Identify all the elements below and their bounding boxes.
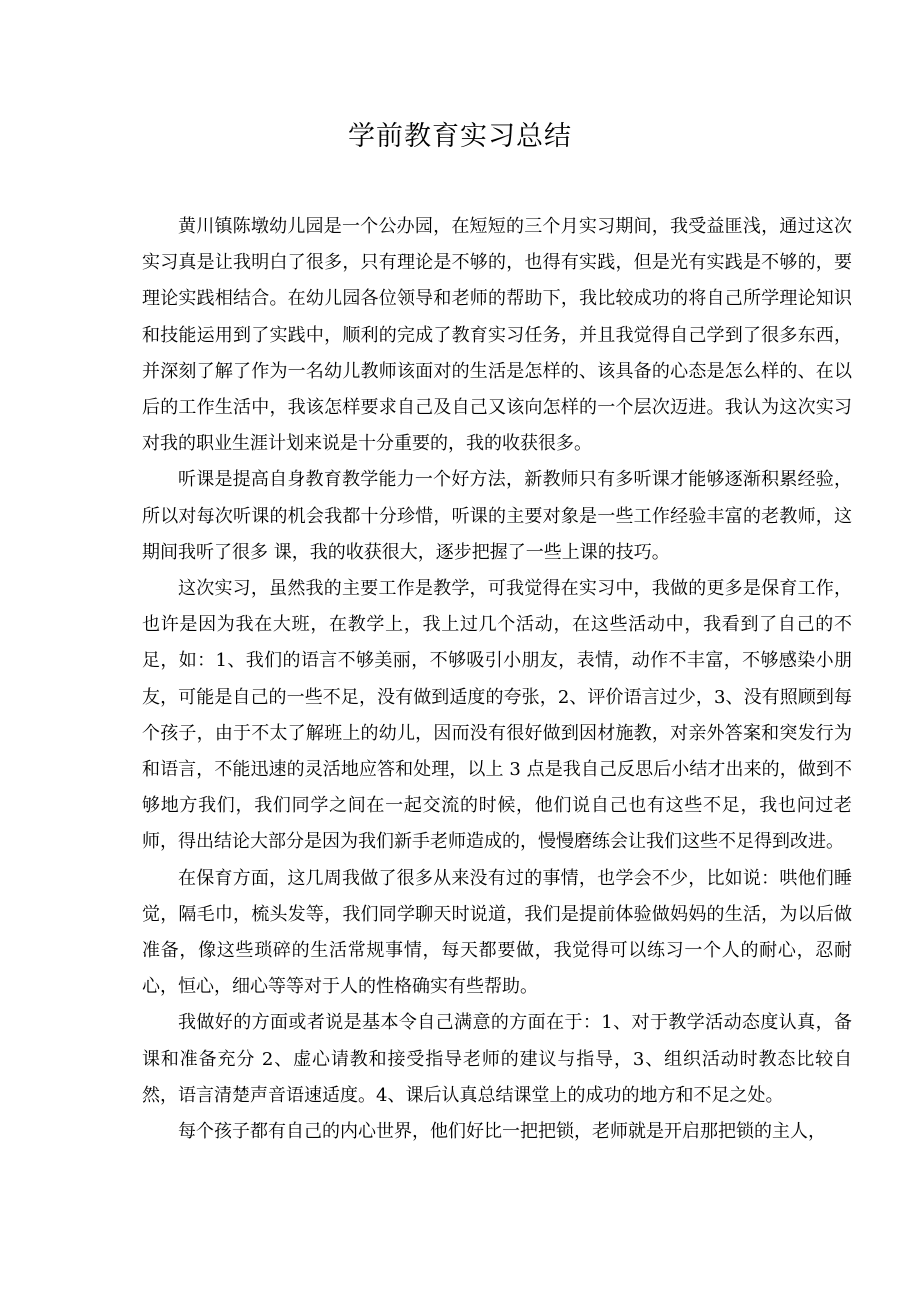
paragraph-1: 黄川镇陈墩幼儿园是一个公办园，在短短的三个月实习期间，我受益匪浅，通过这次实习真是让我明白了很多，只有理论是不够的，也得有实践，但是光有实践是不够的，要理论实践相结合。在幼儿园各位领导和老师的帮助下，我比较成功的将自己所学理论知识和技能运用到了实践中，顺利的完成了教育实习任务，并且我觉得自己学到了很多东西，并深刻了解了作为一名幼儿教师该面对的生活是怎样的、该具备的心态是怎么样的、在以后的工作生活中，我该怎样要求自己及自己又该向怎样的一个层次迈进。我认为这次实习对我的职业生涯计划来说是十分重要的，我的收获很多。 [142,216,852,455]
document-title: 学前教育实习总结 [348,121,572,152]
paragraph-4: 在保育方面，这几周我做了很多从来没有过的事情，也学会不少，比如说：哄他们睡觉，隔毛巾，梳头发等，我们同学聊天时说道，我们是提前体验做妈妈的生活，为以后做准备，像这些琐碎的生活常规事情，每天都要做，我觉得可以练习一个人的耐心，忍耐心，恒心，细心等等对于人的性格确实有些帮助。 [142,867,852,998]
paragraph-3: 这次实习，虽然我的主要工作是教学，可我觉得在实习中，我做的更多是保育工作，也许是因为我在大班，在教学上，我上过几个活动，在这些活动中，我看到了自己的不足，如：1、我们的语言不够美丽，不够吸引小朋友，表情，动作不丰富，不够感染小朋友，可能是自己的一些不足，没有做到适度的夸张，2、评价语言过少，3、没有照顾到每个孩子，由于不太了解班上的幼儿，因而没有很好做到因材施教，对亲外答案和突发行为和语言，不能迅速的灵活地应答和处理，以上 3 点是我自己反思后小结才出来的，做到不够地方我们，我们同学之间在一起交流的时候，他们说自己也有这些不足，我也问过老师，得出结论大部分是因为我们新手老师造成的，慢慢磨练会让我们这些不足得到改进。 [142,578,852,853]
paragraph-2: 听课是提高自身教育教学能力一个好方法，新教师只有多听课才能够逐渐积累经验，所以对每次听课的机会我都十分珍惜，听课的主要对象是一些工作经验丰富的老教师，这期间我听了很多 课，我的收获很大，逐步把握了一些上课的技巧。 [142,469,852,563]
document-body [142,209,852,1150]
paragraph-6: 每个孩子都有自己的内心世界，他们好比一把把锁，老师就是开启那把锁的主人， [178,1121,826,1143]
paragraph-5: 我做好的方面或者说是基本令自己满意的方面在于：1、对于教学活动态度认真，备课和准备充分 2、虚心请教和接受指导老师的建议与指导，3、组织活动时教态比较自然，语言清楚声音语速适度。4、课后认真总结课堂上的成功的地方和不足之处。 [142,1012,852,1106]
